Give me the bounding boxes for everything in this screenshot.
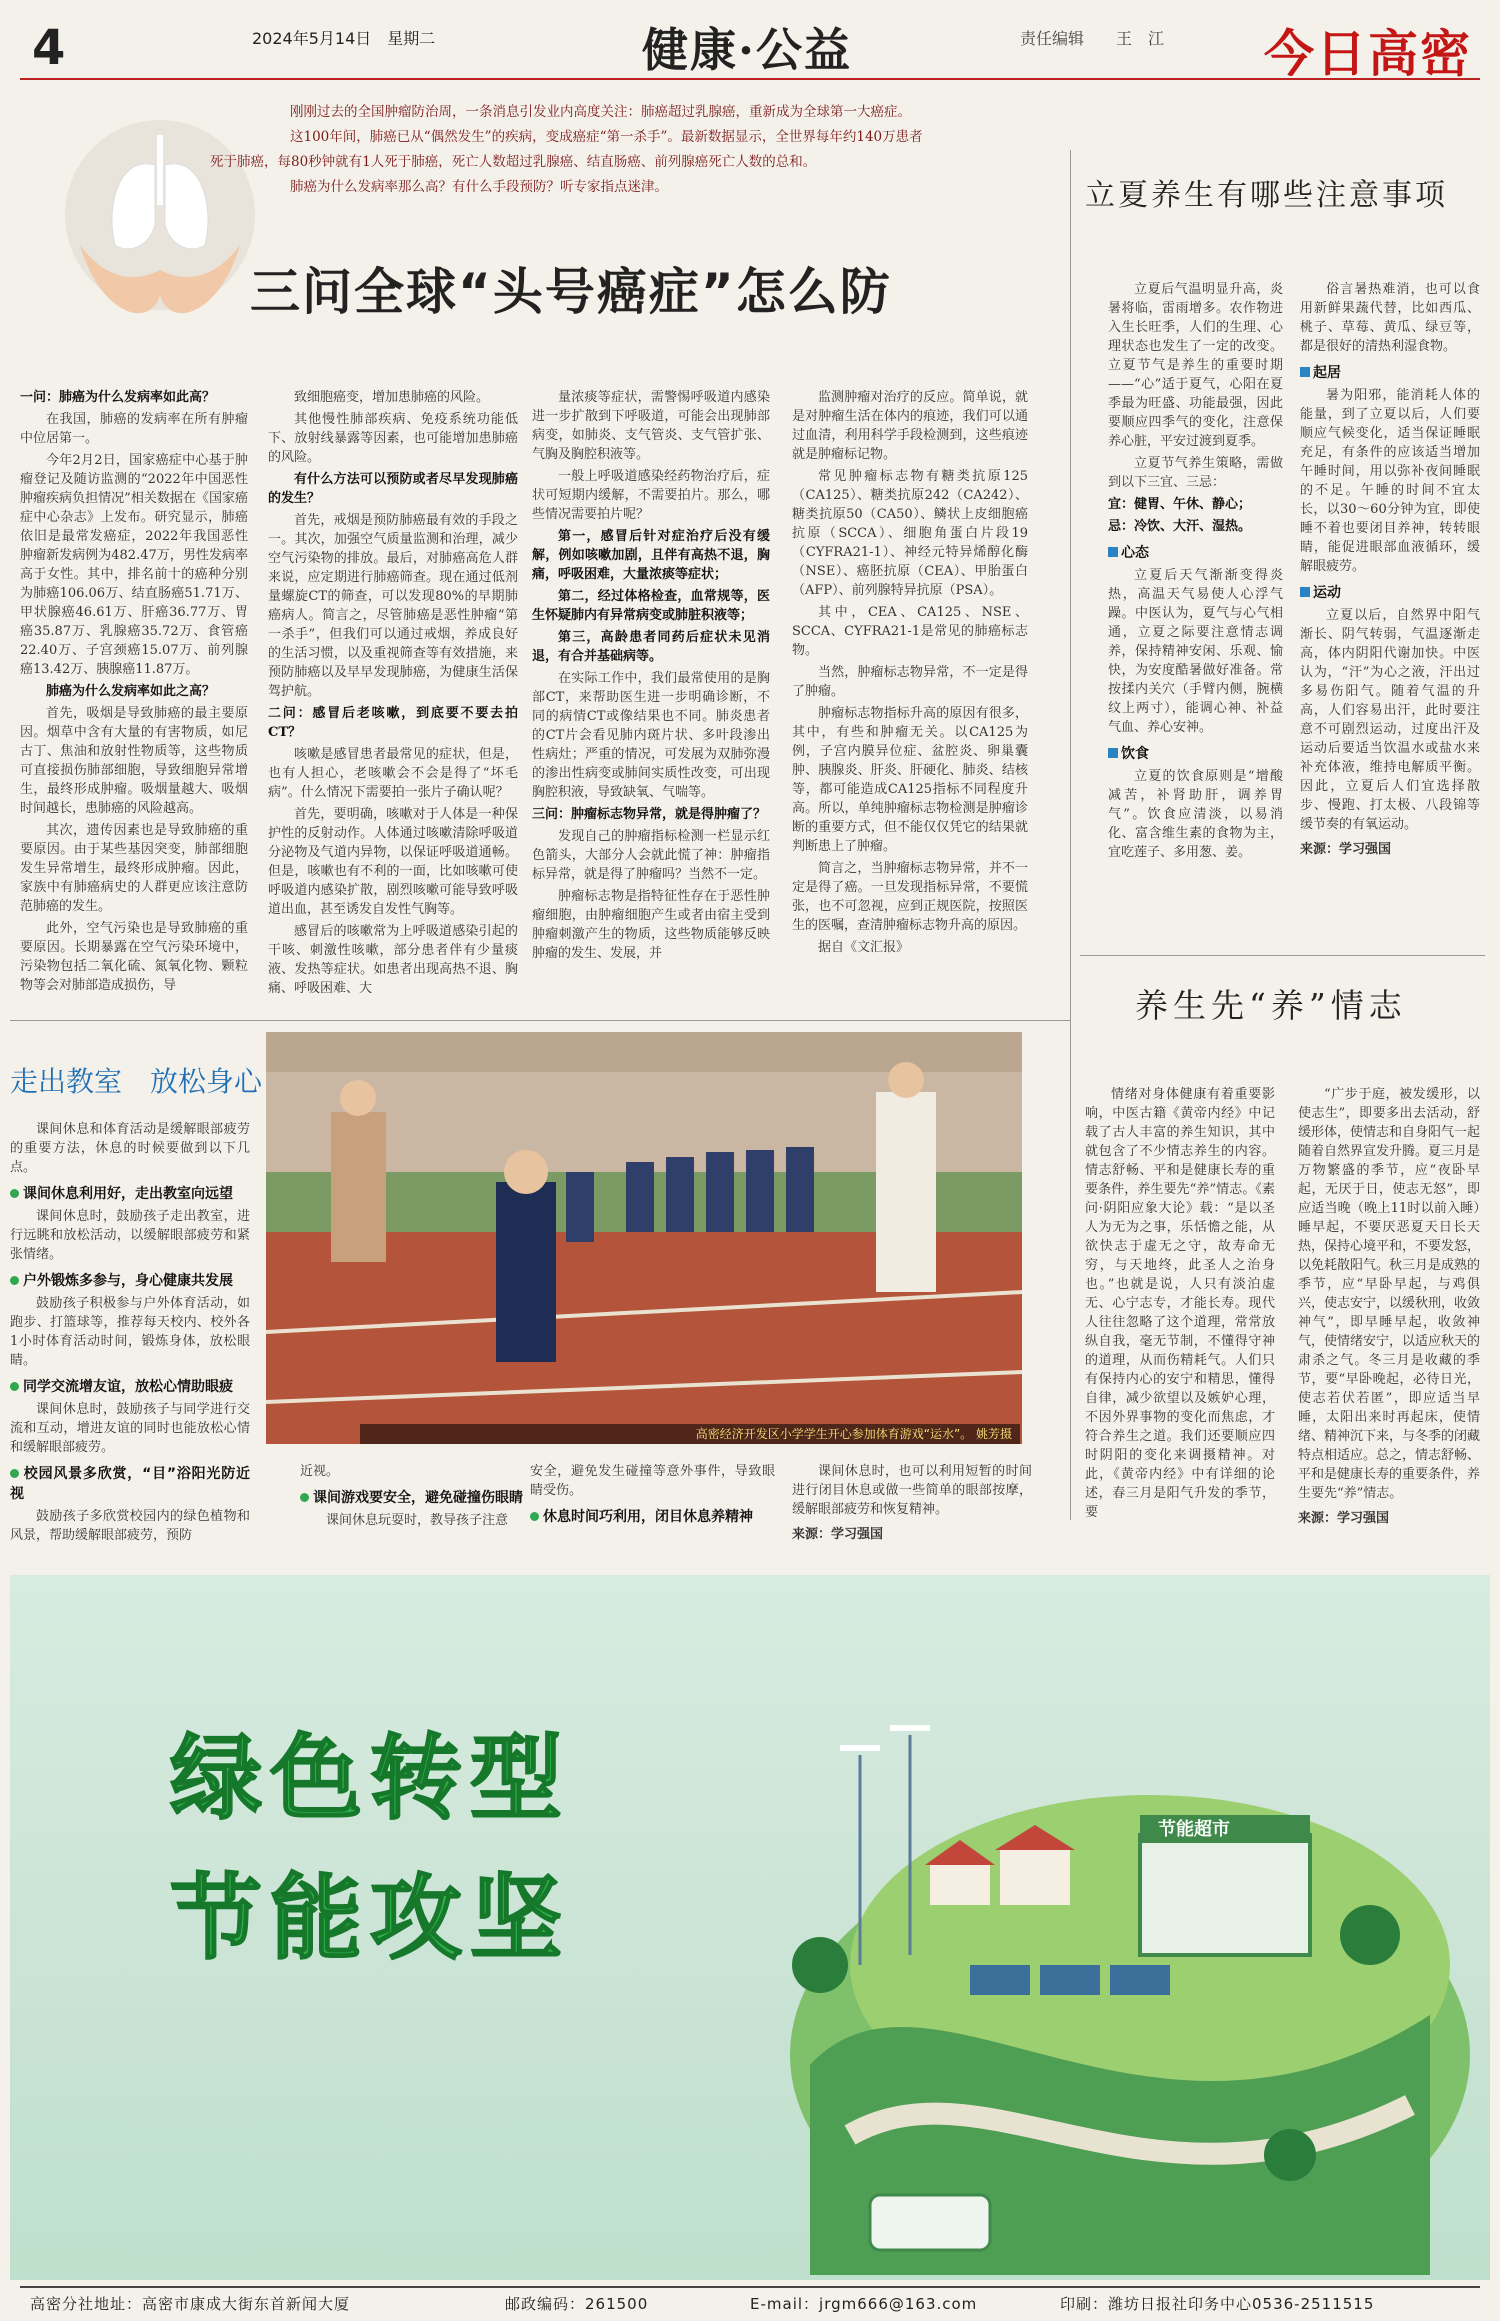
article-paragraph: 据自《文汇报》 [818,940,910,955]
subhead-diet [1108,743,1283,763]
article-paragraph: 肿瘤标志物指标升高的原因有很多，其中，有些和肿瘤无关。以CA125为例，子宫内膜异位症、盆腔炎、卵巢囊肿、胰腺炎、肝炎、肝硬化、肺炎、结核等，都可能造成CA125指标不同程度升高。所以，单纯肿瘤标志物检测是肿瘤诊断的重要方式，但不能仅仅凭它的结果就判断患上了肿瘤。 [792,706,1028,854]
eco-landscape-illustration [730,1635,1470,2275]
article-paragraph: 当然，肿瘤标志物异常，不一定是得了肿瘤。 [792,665,1028,699]
play-subhead-2 [10,1270,250,1290]
lead-line: 死于肺癌，每80秒钟就有1人死于肺癌，死亡人数超过乳腺癌、结直肠癌、前列腺癌死亡人数的总和。 [210,154,817,170]
green-dot-icon [530,1512,539,1521]
mood-column-1 [1085,1085,1275,1525]
article-paragraph: 此外，空气污染也是导致肺癌的重要原因。长期暴露在空气污染环境中，污染物包括二氧化硫、氮氧化物、颗粒物等会对肺部造成损伤，导 [20,921,248,993]
footer-printer: 印刷：潍坊日报社印务中心0536-2511515 [1060,2295,1375,2313]
mood-text-2: “广步于庭，被发缓形，以使志生”，即要多出去活动，舒缓形体，使情志和自身阳气一起随着自然界宣发升腾。夏三月是万物繁盛的季节，应“夜卧早起，无厌于日，使志无怒”，即应适当晚（晚上11时以前入睡）睡早起，不要厌恶夏天日长天热，保持心境平和，不要发怒，以免耗散阳气。秋三月是成熟的季节，应“早卧早起，与鸡俱兴，使志安宁，以缓秋刑，收敛神气”，即早睡早起，收敛神气，使情绪安宁，以适应秋天的肃杀之气。冬三月是收藏的季节，要“早卧晚起，必待日光，使志若伏若匿”，即应适当早睡，太阳出来时再起床，使情绪、精神沉下来，与冬季的闭藏特点相适应。总之，情志舒畅、平和是健康长寿的重要条件，养生要先“养”情志。 [1298,1087,1481,1501]
play-subhead-2-label: 户外锻炼多参与，身心健康共发展 [23,1273,233,1289]
play-text-4: 鼓励孩子多欣赏校园内的绿色植物和风景，帮助缓解眼部疲劳，预防 [10,1509,250,1543]
summer-heart-text: 立夏后天气渐渐变得炎热，高温天气易使人心浮气躁。中医认为，夏气与心气相通，立夏之际要注意情志调养，保持精神安闲、乐观、愉快，为安度酷暑做好准备。常按揉内关穴（手臂内侧，腕横纹上两寸），能调心神、补益气血、养心安神。 [1108,568,1283,735]
ad-slogan-2: 节能攻坚 [170,1865,571,1972]
photo-caption: 高密经济开发区小学学生开心参加体育游戏“运水”。 姚芳摄 [360,1424,1020,1444]
subhead-diet-label: 饮食 [1121,746,1149,762]
lead-line: 肺癌为什么发病率那么高？有什么手段预防？听专家指点迷津。 [290,179,668,195]
square-bullet-icon [1300,587,1310,597]
article-column-1 [20,388,248,998]
article-paragraph: 发现自己的肿瘤指标检测一栏显示红色箭头，大部分人会就此慌了神：肿瘤指标异常，就是得了肿瘤吗？当然不一定。 [532,829,770,882]
summer-sleep-text: 暑为阳邪，能消耗人体的能量，到了立夏以后，人们要顺应气候变化，适当保证睡眠充足，有条件的应该适当增加午睡时间，用以弥补夜间睡眠的不足。午睡的时间不宜太长，以30～60分钟为宜，即使睡不着也要闭目养神，转转眼睛，能促进眼部血液循环，缓解眼疲劳。 [1300,388,1480,574]
page-number: 4 [32,20,66,76]
play-subhead-5-label: 课间游戏要安全，避免碰撞伤眼睛 [313,1490,523,1506]
summer-column-2 [1300,280,1480,862]
square-bullet-icon [1300,367,1310,377]
article-paragraph: 在我国，肺癌的发病率在所有肿瘤中位居第一。 [20,412,248,446]
subhead-sport-label: 运动 [1313,585,1341,601]
summer-sport-text: 立夏以后，自然界中阳气渐长、阴气转弱，气温逐渐走高，体内阴阳代谢加快。中医认为，“汗”为心之液，汗出过多易伤阳气。随着气温的升高，人们容易出汗，此时要注意不可剧烈运动，过度出汗及运动后要适当饮温水或盐水来补充体液，维持电解质平衡。因此，立夏后人们宜选择散步、慢跑、打太极、八段锦等缓节奏的有氧运动。 [1300,608,1480,832]
play-subhead-1-label: 课间休息利用好，走出教室向远望 [23,1186,233,1202]
mood-column-2 [1298,1085,1480,1531]
masthead [20,10,1480,83]
play-column-3 [530,1462,775,1530]
play-text-4-cont: 近视。 [300,1464,340,1479]
footer-postcode: 邮政编码：261500 [505,2295,649,2313]
question-heading: 二问：感冒后老咳嗽，到底要不要去拍CT？ [268,706,518,740]
green-dot-icon [10,1382,19,1391]
summer-yi: 宜：健胃、午休、静心； [1108,497,1252,512]
article-paragraph: 监测肿瘤对治疗的反应。简单说，就是对肿瘤生活在体内的痕迹，我们可以通过血清，利用科学手段检测到，这些痕迹就是肿瘤标记物。 [792,390,1028,462]
play-text-5-cont: 安全，避免发生碰撞等意外事件，导致眼睛受伤。 [530,1464,775,1498]
students-photo [266,1032,1022,1444]
footer [20,2286,1480,2314]
article-paragraph: 在实际工作中，我们最常使用的是胸部CT，来帮助医生进一步明确诊断，不同的病情CT或像结果也不同。肺炎患者的CT片会看见肺内斑片状、多叶段渗出性病灶；严重的情况，可发展为双肺弥漫的渗出性病变或肺间实质性改变，可出现胸腔积液，导致缺氧、气喘等。 [532,671,770,800]
summer-diet-cont: 俗言暑热难消，也可以食用新鲜果蔬代替，比如西瓜、桃子、草莓、黄瓜、绿豆等，都是很好的清热利湿食物。 [1300,282,1480,354]
section-title: 健康·公益 [642,23,853,77]
summer-ji: 忌：冷饮、大汗、湿热。 [1108,519,1252,534]
square-bullet-icon [1108,547,1118,557]
green-dot-icon [10,1189,19,1198]
play-source: 来源：学习强国 [792,1527,884,1542]
section-divider [1080,955,1485,956]
play-headline: 走出教室 放松身心 [10,1065,263,1098]
article-lead [210,100,960,200]
green-dot-icon [10,1469,19,1478]
article-paragraph: 肿瘤标志物是指特征性存在于恶性肿瘤细胞，由肿瘤细胞产生或者由宿主受到肿瘤刺激产生的物质，这些物质能够反映肿瘤的发生、发展，并 [532,889,770,961]
article-paragraph: 首先，戒烟是预防肺癌最有效的手段之一。其次，加强空气质量监测和治理，减少空气污染物的排放。最后，对肺癌高危人群来说，应定期进行肺癌筛查。现在通过低剂量螺旋CT的筛查，可以发现80%的早期肺癌病人。简言之，尽管肺癌是恶性肿瘤“第一杀手”，但我们可以通过戒烟，养成良好的生活习惯，以及重视筛查等有效措施，来预防肺癌以及早早发现肺癌，为健康生活保驾护航。 [268,513,518,699]
play-subhead-4 [10,1463,250,1503]
summer-health-headline: 立夏养生有哪些注意事项 [1085,178,1448,213]
green-dot-icon [10,1276,19,1285]
hands-lungs-illustration [60,95,260,345]
main-headline: 三问全球“头号癌症”怎么防 [250,263,892,321]
play-subhead-6-label: 休息时间巧利用，闭目休息养精神 [543,1509,753,1525]
article-paragraph: 常见肿瘤标志物有糖类抗原125（CA125）、糖类抗原242（CA242）、糖类抗原50（CA50）、鳞状上皮细胞癌抗原（SCCA）、细胞角蛋白片段19（CYFRA21-1）、神经元特异烯醇化酶（NSE）、癌胚抗原（CEA）、甲胎蛋白（AFP）、前列腺特异抗原（PSA）。 [792,469,1028,598]
article-paragraph: 今年2月2日，国家癌症中心基于肿瘤登记及随访监测的“2022年中国恶性肿瘤疾病负担情况”相关数据在《国家癌症中心杂志》上发布。研究显示，肺癌依旧是最常发癌症，2022年我国恶性肿瘤新发病例为482.47万，男性发病率高于女性。其中，排名前十的癌种分别为肺癌106.06万、结直肠癌51.71万、甲状腺癌46.61万、肝癌36.77万、胃癌35.87万、乳腺癌35.72万、食管癌22.40万、子宫颈癌15.07万、前列腺癌13.42万、胰腺癌11.87万。 [20,453,248,677]
lead-line: 刚刚过去的全国肿瘤防治周，一条消息引发业内高度关注：肺癌超过乳腺癌，重新成为全球第一大癌症。 [290,104,911,120]
question-heading: 三问：肿瘤标志物异常，就是得肿瘤了？ [532,807,767,822]
lead-line: 这100年间，肺癌已从“偶然发生”的疾病，变成癌症“第一杀手”。最新数据显示，全世界每年约140万患者 [290,129,923,145]
newspaper-logo: 今日高密 [1264,24,1472,83]
article-paragraph: 首先，要明确，咳嗽对于人体是一种保护性的反射动作。人体通过咳嗽清除呼吸道分泌物及气道内异物，以保证呼吸道通畅。但是，咳嗽也有不利的一面，比如咳嗽可使呼吸道内感染扩散，剧烈咳嗽可能导致呼吸道出血，甚至诱发自发性气胸等。 [268,807,518,917]
play-subhead-1 [10,1183,250,1203]
play-column-2 [300,1462,530,1533]
subhead-sleep-label: 起居 [1313,365,1341,381]
summer-source: 来源：学习强国 [1300,842,1392,857]
mood-headline: 养生先“养”情志 [1135,986,1407,1025]
play-subhead-5 [300,1487,530,1507]
play-text-6: 课间休息时，也可以利用短暂的时间进行闭目休息或做一些简单的眼部按摩，缓解眼部疲劳和恢复精神。 [792,1464,1032,1517]
article-paragraph: 感冒后的咳嗽常为上呼吸道感染引起的干咳、刺激性咳嗽，部分患者伴有少量痰液、发热等症状。如患者出现高热不退、胸痛、呼吸困难、大 [268,924,518,996]
play-text-3: 课间休息时，鼓励孩子与同学进行交流和互动，增进友谊的同时也能放松心情和缓解眼部疲劳。 [10,1402,250,1455]
summer-diet-text: 立夏的饮食原则是“增酸减苦，补肾助肝，调养胃气”。饮食应清淡，以易消化、富含维生素的食物为主，宜吃莲子、多用葱、姜。 [1108,769,1283,860]
column-divider [1070,150,1071,1520]
play-subhead-3-label: 同学交流增友谊，放松心情助眼疲 [23,1379,233,1395]
subhead-sleep [1300,362,1480,382]
section-divider [10,1020,1070,1021]
mood-source: 来源：学习强国 [1298,1511,1390,1526]
article-column-2 [268,388,518,1001]
subhead-sport [1300,582,1480,602]
article-paragraph: 咳嗽是感冒患者最常见的症状，但是，也有人担心，老咳嗽会不会是得了“坏毛病”。什么情况下需要拍一张片子确认呢？ [268,747,518,800]
play-text-5: 课间休息玩耍时，教导孩子注意 [326,1513,509,1528]
article-paragraph: 首先，吸烟是导致肺癌的最主要原因。烟草中含有大量的有害物质，如尼古丁、焦油和放射性物质等，这些物质可直接损伤肺部细胞，导致细胞异常增生，最终形成肿瘤。吸烟量越大、吸烟时间越长，患肺癌的风险越高。 [20,706,248,816]
play-subhead-4-label: 校园风景多欣赏，“目”浴阳光防近视 [10,1466,250,1502]
green-dot-icon [300,1493,309,1502]
summer-intro-2: 立夏节气养生策略，需做到以下三宜、三忌： [1108,456,1283,490]
article-paragraph: 一般上呼吸道感染经药物治疗后，症状可短期内缓解，不需要拍片。那么，哪些情况需要拍片呢？ [532,469,770,522]
summer-intro: 立夏后气温明显升高，炎暑将临，雷雨增多。农作物进入生长旺季，人们的生理、心理状态也发生了一定的改变。立夏节气是养生的重要时期——“心”适于夏气，心阳在夏季最为旺盛、功能最强，因此要顺应四季气的变化，注意保养心脏，平安过渡到夏季。 [1108,282,1283,449]
bold-paragraph: 肺癌为什么发病率如此之高？ [46,684,216,699]
play-intro: 课间休息和体育活动是缓解眼部疲劳的重要方法，休息的时候要做到以下几点。 [10,1122,250,1175]
article-paragraph: 量浓痰等症状，需警惕呼吸道内感染进一步扩散到下呼吸道，可能会出现肺部病变，如肺炎、支气管炎、支气管扩张、气胸及胸腔积液等。 [532,390,770,462]
bold-paragraph: 第三，高龄患者同药后症状未见消退，有合并基础病等。 [532,630,770,664]
editor-credit: 责任编辑 王 江 [1020,29,1165,48]
article-paragraph: 其他慢性肺部疾病、免疫系统功能低下、放射线暴露等因素，也可能增加患肺癌的风险。 [268,412,518,465]
play-column-1 [10,1120,250,1548]
bold-paragraph: 第一，感冒后针对症治疗后没有缓解，例如咳嗽加剧，且伴有高热不退，胸痛，呼吸困难，大量浓痰等症状； [532,529,770,582]
play-text-2: 鼓励孩子积极参与户外体育活动，如跑步、打篮球等，推荐每天校内、校外各1小时体育活动时间，锻炼身体，放松眼睛。 [10,1296,250,1368]
bold-paragraph: 有什么方法可以预防或者尽早发现肺癌的发生？ [268,472,518,506]
play-subhead-6 [530,1506,775,1526]
shop-sign: 节能超市 [1158,1819,1230,1840]
article-paragraph: 致细胞癌变，增加患肺癌的风险。 [294,390,490,405]
ad-slogan-1: 绿色转型 [170,1725,571,1832]
article-column-4 [792,388,1028,960]
summer-column-1 [1108,280,1283,865]
footer-address: 高密分社地址：高密市康成大街东首新闻大厦 [30,2295,351,2313]
bold-paragraph: 第二，经过体格检查，血常规等，医生怀疑肺内有异常病变或肺脏积液等； [532,589,770,623]
article-paragraph: 其次，遗传因素也是导致肺癌的重要原因。由于某些基因突变，肺部细胞发生异常增生，最终形成肿瘤。因此，家族中有肺癌病史的人群更应该注意防范肺癌的发生。 [20,823,248,914]
play-subhead-3 [10,1376,250,1396]
subhead-heart [1108,542,1283,562]
article-column-3 [532,388,770,966]
question-heading: 一问：肺癌为什么发病率如此高？ [20,390,216,405]
footer-email: E-mail：jrgm666@163.com [750,2295,978,2313]
subhead-heart-label: 心态 [1121,545,1149,561]
article-paragraph: 其中，CEA、CA125、NSE、SCCA、CYFRA21-1是常见的肺癌标志物。 [792,605,1028,658]
article-paragraph: 简言之，当肿瘤标志物异常，并不一定是得了癌。一旦发现指标异常，不要慌张，也不可忽视，应到正规医院，按照医生的医嘱，查清肿瘤标志物升高的原因。 [792,861,1028,933]
play-text-1: 课间休息时，鼓励孩子走出教室，进行远眺和放松活动，以缓解眼部疲劳和紧张情绪。 [10,1209,250,1262]
play-column-4 [792,1462,1032,1547]
issue-date: 2024年5月14日 星期二 [252,29,436,48]
square-bullet-icon [1108,748,1118,758]
green-energy-ad [10,1575,1490,2280]
mood-text-1: 情绪对身体健康有着重要影响，中医古籍《黄帝内经》中记载了古人丰富的养生知识，其中就包含了不少情志养生的内容。情志舒畅、平和是健康长寿的重要条件，养生要先“养”情志。《素问·阴阳应象大论》载：“是以圣人为无为之事，乐恬憺之能，从欲快志于虚无之守，故寿命无穷，与天地终，此圣人之治身也。”也就是说，人只有淡泊虚无、心宁志专，才能长寿。现代人往往忽略了这个道理，常常放纵自我，毫无节制，不懂得守神的道理，从而伤精耗气。人们只有保持内心的安宁和精思，懂得自律，减少欲望以及嫉妒心理，不因外界事物的变化而焦虑，才符合养生之道。我们还要顺应四时阴阳的变化来调摄精神。对此，《黄帝内经》中有详细的论述，春三月是阳气升发的季节，要 [1085,1087,1275,1520]
